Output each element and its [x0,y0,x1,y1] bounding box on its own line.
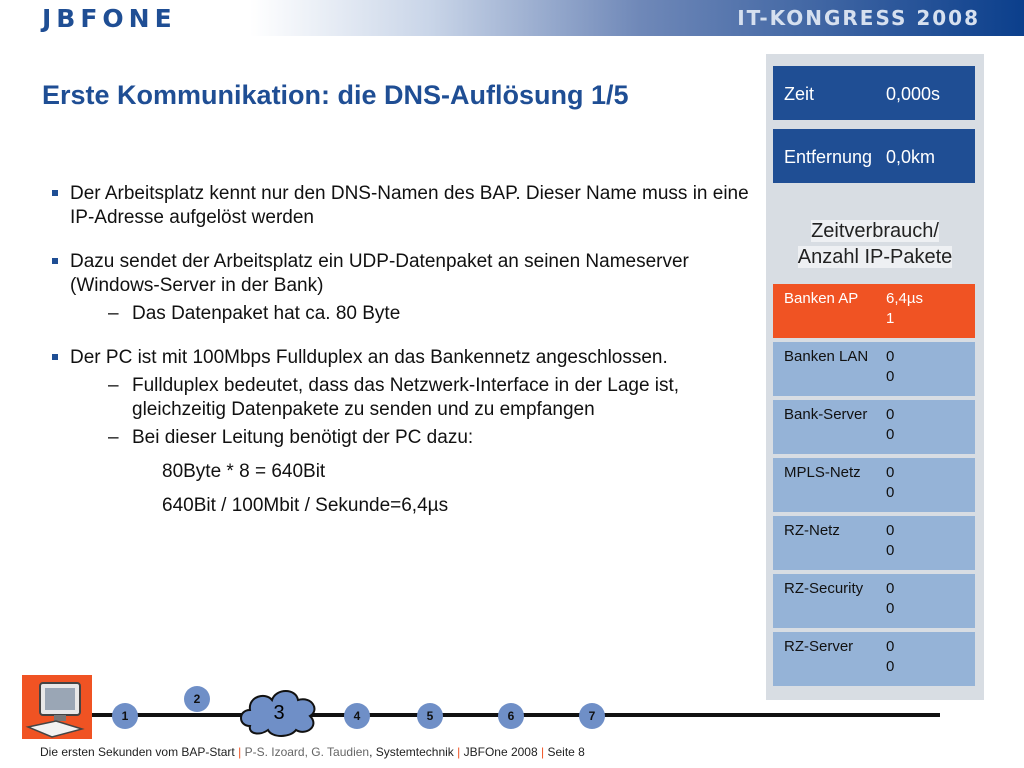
dash-bullet-icon: – [108,303,119,324]
kongress-title: IT-KONGRESS 2008 [737,6,980,30]
row-label: RZ-Security [784,580,864,597]
entfernung-box [773,129,975,183]
row-mpls-netz [773,458,975,512]
row-bank-server [773,400,975,454]
row-time: 0 [886,580,895,597]
row-rz-security [773,574,975,628]
row-label: RZ-Netz [784,522,840,539]
separator: | [541,745,545,759]
dash-bullet-icon: – [108,427,119,448]
slide-title: Erste Kommunikation: die DNS-Auflösung 1/5 [42,80,629,110]
footer-authors: P-S. Izoard, G. Taudien [244,745,370,759]
row-rz-server [773,632,975,686]
row-banken-ap [773,284,975,338]
row-count: 0 [886,542,895,559]
row-label: Bank-Server [784,406,868,423]
row-banken-lan [773,342,975,396]
current-step-label: 3 [273,702,285,724]
sub-bullet-text: Fullduplex bedeutet, dass das Netzwerk-Interface in der Lage ist, gleichzeitig Datenpakete zu senden und zu empfangen [132,375,680,420]
bullet-item [48,250,758,326]
entfernung-value: 0,0km [886,147,936,167]
square-bullet-icon [52,258,58,264]
timeline-node[interactable]: 4 [344,703,370,729]
row-time: 0 [886,522,895,539]
square-bullet-icon [52,354,58,360]
jbfone-logo: JBFONE [42,4,177,33]
footer-title: Die ersten Sekunden vom BAP-Start [40,745,235,759]
zeit-label: Zeit [784,84,815,104]
timeline-node[interactable]: 2 [184,686,210,712]
row-count: 1 [886,310,895,327]
bullet-item [48,346,758,518]
separator: | [457,745,461,759]
row-time: 0 [886,464,895,481]
sub-bullet-text: Das Datenpaket hat ca. 80 Byte [132,303,401,324]
row-label: RZ-Server [784,638,854,655]
row-label: Banken LAN [784,348,869,365]
timeline-node[interactable]: 6 [498,703,524,729]
timeline-node[interactable]: 5 [417,703,443,729]
row-time: 0 [886,348,895,365]
computer-icon [22,675,92,739]
calc-line: 80Byte * 8 = 640Bit [162,461,326,482]
zeitverbrauch-heading [766,218,984,270]
heading-line: Anzahl IP-Pakete [797,246,953,268]
row-label: Banken AP [784,290,859,307]
header-bar [0,0,1024,36]
timeline-node[interactable]: 7 [579,703,605,729]
bullet-text: Dazu sendet der Arbeitsplatz ein UDP-Datenpaket an seinen Nameserver (Windows-Server in der Bank) [70,251,689,296]
row-time: 0 [886,406,895,423]
row-count: 0 [886,600,895,617]
bullet-text: Der PC ist mit 100Mbps Fullduplex an das Bankennetz angeschlossen. [70,347,668,368]
row-label: MPLS-Netz [784,464,861,481]
sub-bullet-item [70,426,758,450]
zeit-value: 0,000s [886,84,941,104]
row-time: 0 [886,638,895,655]
heading-line: Zeitverbrauch/ [811,220,939,242]
bullet-list [48,182,758,538]
sub-bullet-text: Bei dieser Leitung benötigt der PC dazu: [132,427,474,448]
zeit-box [773,66,975,120]
square-bullet-icon [52,190,58,196]
row-time: 6,4µs [886,290,923,307]
footer-event: JBFOne 2008 [463,745,538,759]
footer [40,745,585,759]
entfernung-label: Entfernung [784,147,873,167]
bullet-item [48,182,758,230]
calc-line: 640Bit / 100Mbit / Sekunde=6,4µs [162,495,449,516]
sub-bullet-item [70,374,758,422]
row-count: 0 [886,368,895,385]
stats-panel [766,54,984,700]
row-count: 0 [886,484,895,501]
row-count: 0 [886,426,895,443]
separator: | [238,745,242,759]
dash-bullet-icon: – [108,375,119,396]
sub-bullet-item [70,302,758,326]
bullet-text: Der Arbeitsplatz kennt nur den DNS-Namen des BAP. Dieser Name muss in eine IP-Adresse aufgelöst werden [70,183,749,228]
row-rz-netz [773,516,975,570]
timeline-node[interactable]: 1 [112,703,138,729]
row-count: 0 [886,658,895,675]
footer-dept: , Systemtechnik [369,745,454,759]
footer-page: Seite 8 [547,745,585,759]
